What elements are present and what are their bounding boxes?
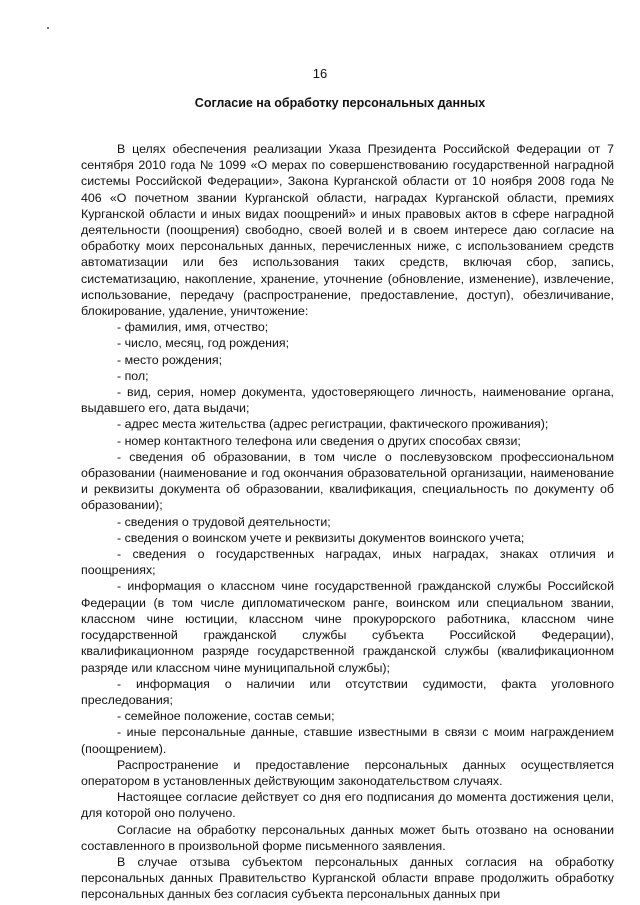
list-item-sex: - пол; bbox=[117, 368, 149, 383]
list-item-address: - адрес места жительства (адрес регистрации, фактического проживания); bbox=[117, 417, 549, 432]
list-item-class-rank: - информация о классном чине государственной гражданской службы Российской Федерации (в том числе дипломатическом ранге, воинском или специальном звании, классном чине юстиции, классном чине прокурорского работника, классном чине государственной гражданской службы субъекта Российской Федерации), квалификационном разряде государственной гражданской службы (квалификационном разряде или классном чине муниципальной службы); bbox=[81, 579, 614, 675]
list-item-criminal-record: - информация о наличии или отсутствии судимости, факта уголовного преследования; bbox=[81, 676, 614, 707]
document-body bbox=[81, 141, 614, 903]
paragraph-distribution: Распространение и предоставление персональных данных осуществляется оператором в установленных действующим законодательством случаях. bbox=[81, 757, 614, 788]
list-item-military: - сведения о воинском учете и реквизиты документов воинского учета; bbox=[117, 530, 525, 545]
list-item-birth-date: - число, месяц, год рождения; bbox=[117, 336, 290, 351]
paragraph-withdrawal: В случае отзыва субъектом персональных данных согласия на обработку персональных данных Правительство Курганской области вправе продолжить обработку персональных данных без согласия субъекта персональных данных при bbox=[81, 854, 614, 902]
paragraph-validity: Настоящее согласие действует со дня его подписания до момента достижения цели, для которой оно получено. bbox=[81, 790, 614, 821]
list-item-full-name: - фамилия, имя, отчество; bbox=[117, 320, 269, 335]
list-item-education: - сведения об образовании, в том числе о послевузовском профессиональном образовании (наименование и год окончания образовательной организации, наименование и реквизиты документа об образовании, квалификация, специальность по документу об образовании); bbox=[81, 449, 614, 513]
list-item-other-data: - иные персональные данные, ставшие известными в связи с моим награждением (поощрением). bbox=[81, 725, 614, 756]
list-item-employment: - сведения о трудовой деятельности; bbox=[117, 514, 331, 529]
list-item-birth-place: - место рождения; bbox=[117, 352, 223, 367]
list-item-awards: - сведения о государственных наградах, иных наградах, знаках отличия и поощрениях; bbox=[81, 547, 614, 578]
list-item-family: - семейное положение, состав семьи; bbox=[117, 709, 335, 724]
document-title: Согласие на обработку персональных данных bbox=[194, 96, 486, 110]
list-item-id-document: - вид, серия, номер документа, удостоверяющего личность, наименование органа, выдавшего его, дата выдачи; bbox=[81, 385, 614, 416]
scan-dot bbox=[47, 27, 49, 29]
list-item-phone: - номер контактного телефона или сведения о других способах связи; bbox=[117, 433, 521, 448]
intro-paragraph: В целях обеспечения реализации Указа Президента Российской Федерации от 7 сентября 2010 года № 1099 «О мерах по совершенствованию государственной наградной системы Российской Федерации», Закона Курганской области от 10 ноября 2008 года № 406 «О почетном звании Курганской области, наградах Курганской области, премиях Курганской области и иных видах поощрений» и иных правовых актов в сфере наградной деятельности (поощрения) свободно, своей волей и в своем интересе даю согласие на обработку моих персональных данных, перечисленных ниже, с использованием средств автоматизации или без использования таких средств, включая сбор, запись, систематизацию, накопление, хранение, уточнение (обновление, изменение), извлечение, использование, передачу (распространение, предоставление, доступ), обезличивание, блокирование, удаление, уничтожение: bbox=[81, 142, 614, 319]
paragraph-revocation: Согласие на обработку персональных данных может быть отозвано на основании составленного в произвольной форме письменного заявления. bbox=[81, 822, 614, 853]
page-number: 16 bbox=[312, 66, 328, 81]
